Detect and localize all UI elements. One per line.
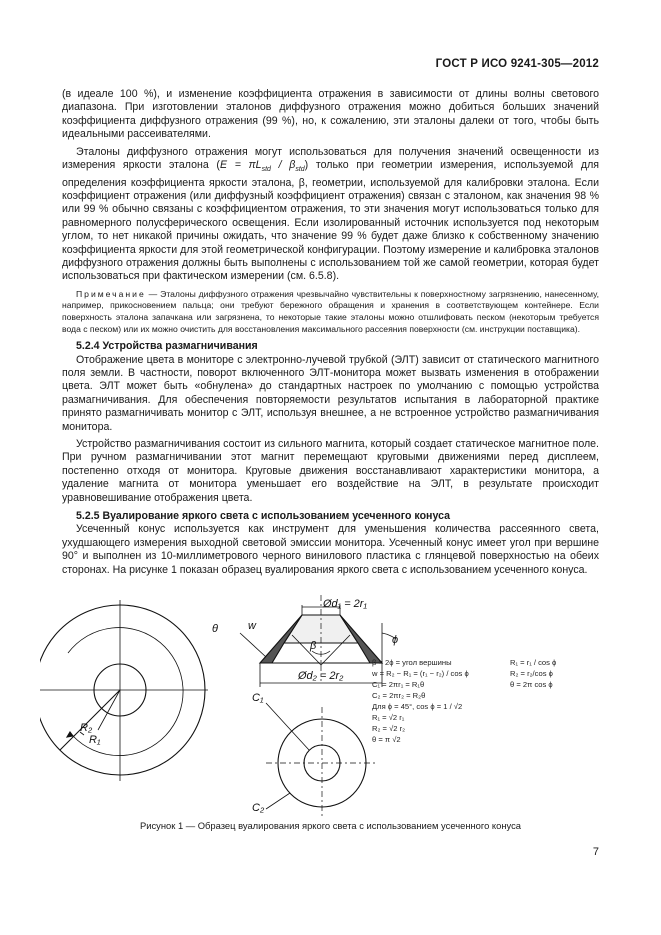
label-theta: θ — [212, 623, 218, 635]
formula-block — [371, 658, 556, 744]
theta-arc — [68, 628, 183, 756]
note-label: Примечание — [76, 288, 146, 299]
note-text: — Эталоны диффузного отражения чрезвычайно чувствительны к поверхностному загрязнению, нанесенному, например, прикосновением пальца; они требуют бережного обращения и хранения в соответствующем контейнере. Если поверхность эталона запачкана или загрязнена, то некоторые такие эталоны можно отшлифовать песком (некоторым требуется вода с песком) или их можно очистить для восстановления максимального рассеяния поверхности (см. инструкции поставщика). — [62, 288, 600, 334]
section-5-2-4-p2: Устройство размагничивания состоит из сильного магнита, который создает статическое магнитное поле. При ручном размагничивании этот магнит перемещают круговыми движениями перед дисплеем, постепенно отходя от монитора. Круговые движения восстанавливают характеристики монитора, а удаление магнита от монитора уменьшает его воздействие на ЭЛТ, в результате происходит уравновешивание отображения цвета. — [62, 438, 599, 504]
page-body — [62, 88, 599, 577]
section-5-2-5-title: 5.2.5 Вуалирование яркого света с использованием усеченного конуса — [76, 510, 450, 523]
formula-r2-sqrt: R₂ = √2 r₂ — [372, 724, 406, 733]
paragraph-1: (в идеале 100 %), и изменение коэффициента отражения в зависимости от длины волны светового диапазона. При изготовлении эталонов диффузного отражения можно добиться больших значений коэффициента диффузного отражения (99 %), но, к сожалению, эти эталоны далеки от того, чтобы быть идеальными рассеивателями. — [62, 88, 599, 141]
section-5-2-5-p1: Усеченный конус используется как инструмент для уменьшения количества рассеянного света, ухудшающего измерения выходной световой эмиссии монитора. Усеченный конус имеет угол при вершине 90° и выполнен из 10-миллиметрового черного винилового пластика с глянцевой поверхностью на обеих сторонах. На рисунке 1 показан образец вуалирования яркого света с использованием усеченного конуса. — [62, 523, 599, 576]
figure-caption: Рисунок 1 — Образец вуалирования яркого света с использованием усеченного конуса — [139, 820, 521, 831]
formula-e: $E = \pi L_{std} / \beta_{std}$ — [219, 159, 305, 174]
formula-theta: θ = 2π cos ϕ — [510, 680, 553, 689]
formula-c2: C₂ = 2πr₂ = R₂θ — [372, 691, 426, 700]
formula-beta: β = 2ϕ = угол вершины — [372, 658, 452, 667]
label-d2: Ød₂ = 2r₂ — [298, 670, 344, 682]
label-c1: C₁ — [252, 692, 264, 704]
section-5-2-4-title: 5.2.4 Устройства размагничивания — [76, 340, 258, 353]
document-header-code: ГОСТ Р ИСО 9241-305—2012 — [435, 58, 599, 70]
figure-1-drawing — [40, 595, 620, 817]
formula-r2: R₂ = r₂/cos ϕ — [510, 669, 553, 678]
c1-leader — [266, 703, 309, 750]
formula-w: w = R₂ − R₁ = (r₁ − r₂) / cos ϕ — [372, 669, 469, 678]
formula-r1-sqrt: R₁ = √2 r₁ — [372, 713, 405, 722]
formula-c1: C₁ = 2πr₁ = R₁θ — [372, 680, 425, 689]
section-5-2-4-p1: Отображение цвета в мониторе с электронно-лучевой трубкой (ЭЛТ) зависит от статического магнитного поля земли. В частности, поворот включенного ЭЛТ-монитора может вызвать изменения в отображении цвета. ЭЛТ может быть «обнулена» до стандартных настроек по умолчанию с помощью устройства размагничивания. Для обеспечения повторяемости результатов испытания в лабораторной практике принято размагничивать монитор с ЭЛТ, используя внешнее, а не встроенное устройство размагничивания монитора. — [62, 353, 599, 433]
theta-arrowhead — [67, 732, 73, 737]
label-r2: R₂ — [80, 722, 93, 734]
cone-top-view-diagram — [266, 703, 378, 817]
paragraph-2: Эталоны диффузного отражения могут использоваться для получения значений освещенности из измерения яркости эталона $(E = \pi L_{std} / \beta_{std})$ только при геометрии измерения, используемой для определения коэффициента яркости эталона, β, геометрии, используемой для калибровки эталона. Если коэффициент отражения (или диффузный коэффициент отражения) связан с эталоном, как значения 98 % или 99 % обычно связаны с коэффициентом отражения, то эти значения могут использоваться только для равномерного полусферического освещения. Если изолированный источник используется под некоторым углом, то нет никакой причины ожидать, что значение 99 % будет даже близко к собственному значению коэффициента яркости для этой геометрической конфигурации. Поэтому измерение и калибровка эталонов диффузного отражения должны быть выполнены с использованием той же самой геометрии, которая будет использоваться при фактическом измерении (см. 6.5.8). — [62, 145, 599, 283]
radius-r1-line — [98, 690, 120, 730]
label-c2: C₂ — [252, 802, 265, 814]
label-phi: ϕ — [392, 634, 399, 646]
label-beta: β — [310, 640, 317, 652]
page-number: 7 — [592, 846, 599, 858]
note-paragraph — [62, 289, 599, 335]
c2-leader — [266, 793, 290, 809]
label-w: w — [248, 620, 256, 632]
w-dim-line — [240, 633, 266, 657]
label-r1: R₁ — [89, 734, 101, 746]
label-d1: Ød₁ = 2r₁ — [323, 598, 367, 610]
formula-theta-sqrt: θ = π √2 — [372, 735, 401, 744]
formula-phi45: Для ϕ = 45°, cos ϕ = 1 / √2 — [372, 702, 463, 711]
flat-pattern-diagram — [40, 600, 208, 781]
formula-r1: R₁ = r₁ / cos ϕ — [510, 658, 557, 667]
